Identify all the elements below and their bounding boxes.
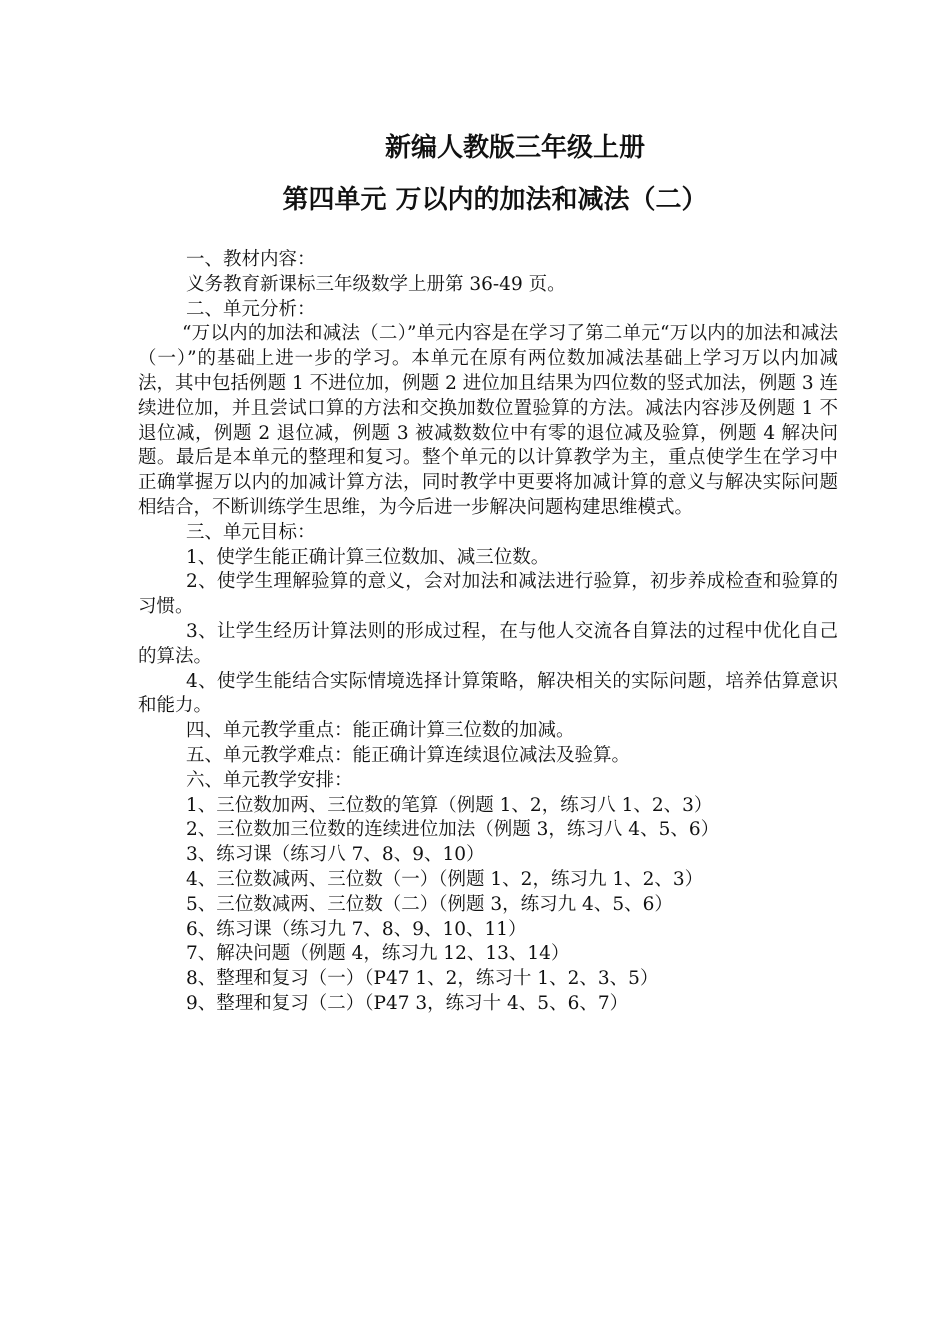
section-1-heading: 一、教材内容： xyxy=(186,249,316,270)
schedule-item: 6、练习课（练习九 7、8、9、10、11） xyxy=(186,918,527,940)
schedule-item: 4、三位数减两、三位数（一）（例题 1、2，练习九 1、2、3） xyxy=(186,868,704,890)
schedule-item: 1、三位数加两、三位数的笔算（例题 1、2，练习八 1、2、3） xyxy=(186,794,713,816)
document-body xyxy=(138,248,838,1017)
schedule-item: 5、三位数减两、三位数（二）（例题 3，练习九 4、5、6） xyxy=(186,893,673,915)
section-1-text: 义务教育新课标三年级数学上册第 36-49 页。 xyxy=(186,273,566,295)
schedule-item: 9、整理和复习（二）（P47 3，练习十 4、5、6、7） xyxy=(186,992,629,1014)
schedule-item: 2、三位数加三位数的连续进位加法（例题 3，练习八 4、5、6） xyxy=(186,819,720,841)
section-3-heading: 三、单元目标： xyxy=(186,521,316,543)
section-6-heading: 六、单元教学安排： xyxy=(186,769,353,791)
schedule-item: 8、整理和复习（一）（P47 1、2，练习十 1、2、3、5） xyxy=(186,968,659,990)
schedule-item: 7、解决问题（例题 4，练习九 12、13、14） xyxy=(186,943,570,965)
goal-item: 1、使学生能正确计算三位数加、减三位数。 xyxy=(186,546,550,568)
section-2-text: “万以内的加法和减法（二）”单元内容是在学习了第二单元“万以内的加法和减法（一）”的基础上进一步的学习。本单元在原有两位数加减法基础上学习万以内加减法，其中包括例题 1 不进位加，例题 2 进位加且结果为四位数的竖式加法，例题 3 连续进位加，并且尝试口算的方法和交换加数位置验算的方法。减法内容涉及例题 1 不退位减，例题 2 退位减，例题 3 被减数数位中有零的退位减及验算，例题 4 解决问题。最后是本单元的整理和复习。整个单元的以计算教学为主，重点使学生在学习中正确掌握万以内的加减计算方法，同时教学中更要将加减计算的意义与解决实际问题相结合，不断训练学生思维，为今后进一步解决问题构建思维模式。 xyxy=(138,323,838,518)
document-subtitle: 第四单元 万以内的加法和减法（二） xyxy=(282,185,708,215)
goal-item: 4、使学生能结合实际情境选择计算策略，解决相关的实际问题，培养估算意识和能力。 xyxy=(138,670,838,717)
section-4-text: 四、单元教学重点：能正确计算三位数的加减。 xyxy=(186,720,575,742)
goal-item: 2、使学生理解验算的意义，会对加法和减法进行验算，初步养成检查和验算的习惯。 xyxy=(138,571,838,618)
section-5-text: 五、单元教学难点：能正确计算连续退位减法及验算。 xyxy=(186,744,631,766)
section-2-heading: 二、单元分析： xyxy=(186,298,316,320)
schedule-item: 3、练习课（练习八 7、8、9、10） xyxy=(186,844,485,866)
goal-item: 3、让学生经历计算法则的形成过程，在与他人交流各自算法的过程中优化自己的算法。 xyxy=(138,620,838,667)
document-title: 新编人教版三年级上册 xyxy=(384,133,645,163)
